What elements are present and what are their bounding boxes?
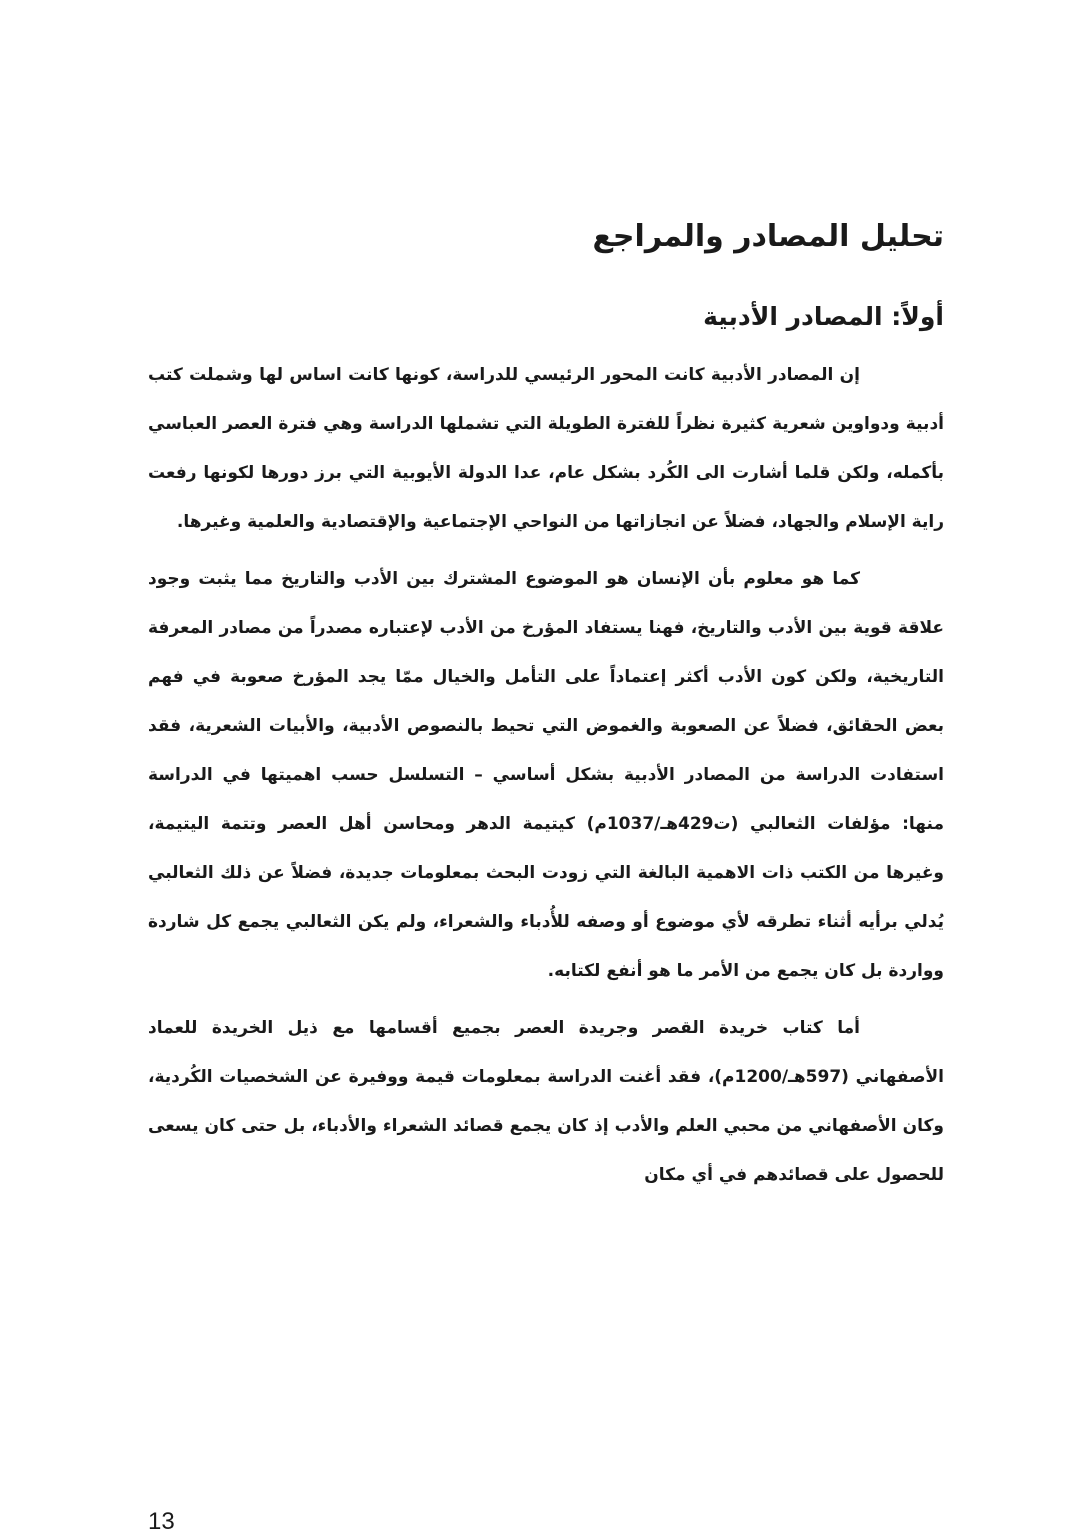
section-title: أولاً: المصادر الأدبية [703,302,944,331]
text-column [148,205,944,1200]
page-number: 13 [148,1508,175,1535]
paragraph: إن المصادر الأدبية كانت المحور الرئيسي للدراسة، كونها كانت اساس لها وشملت كتب أدبية ودواوين شعرية كثيرة نظراً للفترة الطويلة التي تشملها الدراسة وهي فترة العصر العباسي بأكمله، ولكن قلما أشارت الى الكُرد بشكل عام، عدا الدولة الأيوبية التي برز دورها لكونها رفعت راية الإسلام والجهاد، فضلاً عن انجازاتها من النواحي الإجتماعية والإقتصادية والعلمية وغيرها. [148,365,944,532]
paragraph: أما كتاب خريدة القصر وجريدة العصر بجميع أقسامها مع ذيل الخريدة للعماد الأصفهاني (597هـ/1200م)، فقد أغنت الدراسة بمعلومات قيمة ووفيرة عن الشخصيات الكُردية، وكان الأصفهاني من محبي العلم والأدب إذ كان يجمع قصائد الشعراء والأدباء، بل حتى كان يسعى للحصول على قصائدهم في أي مكان [148,1018,945,1185]
chapter-title: تحليل المصادر والمراجع [592,219,944,254]
paragraph: كما هو معلوم بأن الإنسان هو الموضوع المشترك بين الأدب والتاريخ مما يثبت وجود علاقة قوية بين الأدب والتاريخ، فهنا يستفاد المؤرخ من الأدب لإعتباره مصدراً من مصادر المعرفة التاريخية، ولكن كون الأدب أكثر إعتماداً على التأمل والخيال ممّا يجد المؤرخ صعوبة في فهم بعض الحقائق، فضلاً عن الصعوبة والغموض التي تحيط بالنصوص الأدبية، والأبيات الشعرية، فقد استفادت الدراسة من المصادر الأدبية بشكل أساسي – التسلسل حسب اهميتها في الدراسة منها: مؤلفات الثعالبي (ت429هـ/1037م) كيتيمة الدهر ومحاسن أهل العصر وتتمة اليتيمة، وغيرها من الكتب ذات الاهمية البالغة التي زودت البحث بمعلومات جديدة، فضلاً عن ذلك الثعالبي يُدلي برأيه أثناء تطرقه لأي موضوع أو وصفه للأُدباء والشعراء، ولم يكن الثعالبي يجمع كل شاردة وواردة بل كان يجمع من الأمر ما هو أنفع لكتابه. [148,569,944,981]
